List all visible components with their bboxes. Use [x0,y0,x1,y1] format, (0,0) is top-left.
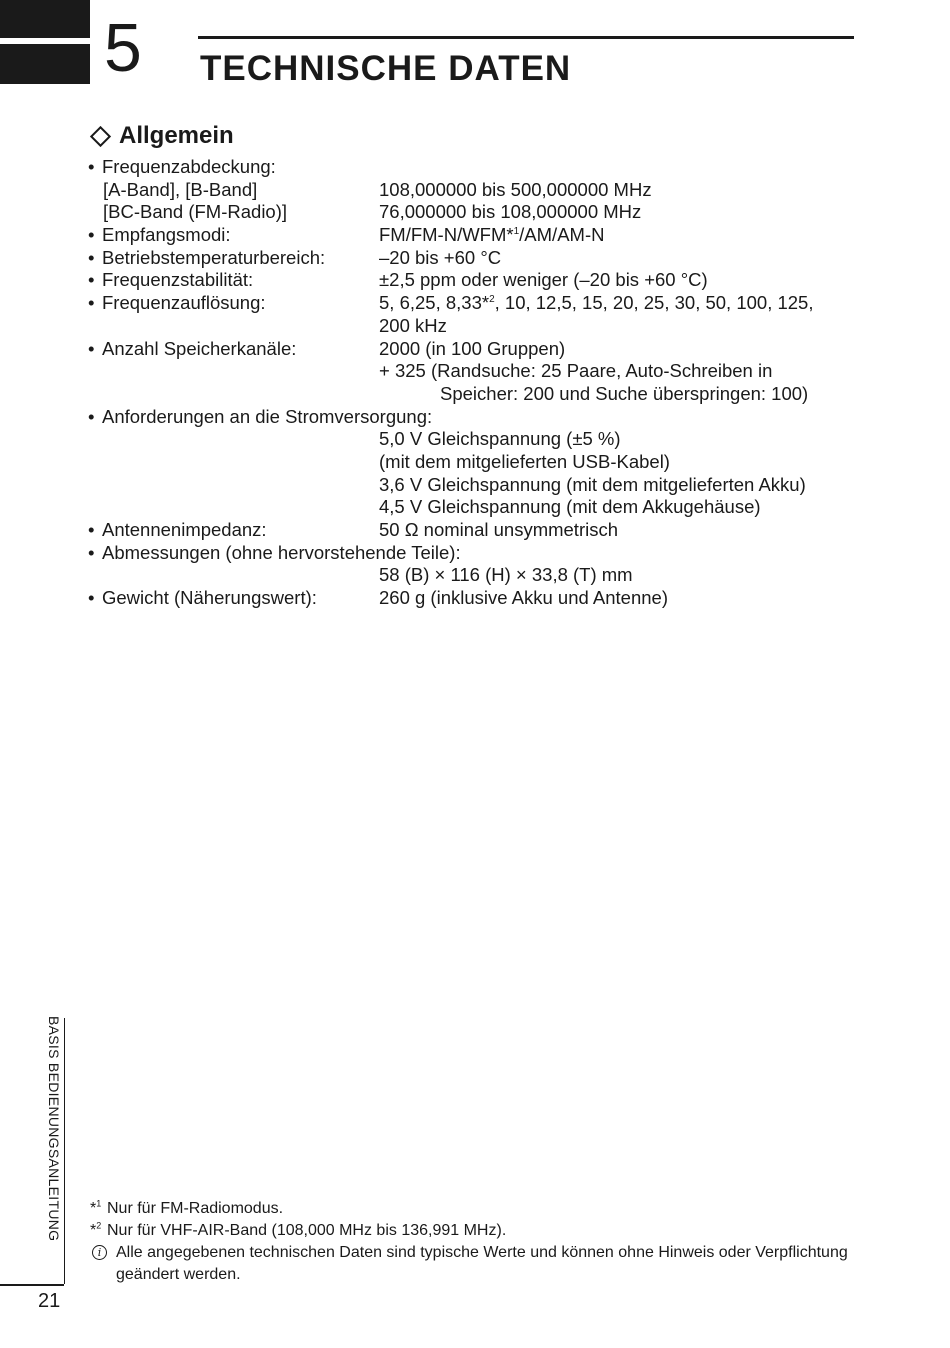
spec-row-dimensions-value [88,564,858,587]
footnote-text: Nur für VHF-AIR-Band (108,000 MHz bis 136,991 MHz). [107,1222,507,1239]
footnote-asterisk: * [90,1222,97,1239]
header-bar-top [0,0,90,38]
spec-row-power-value [88,428,858,451]
page-number: 21 [38,1290,61,1312]
spec-value-part: /AM/AM-N [519,224,605,246]
spec-row-resolution [88,292,858,315]
bullet: • [88,156,95,177]
header-rule [198,36,854,39]
footnote-asterisk: * [90,1200,97,1217]
page-number-rule [0,1284,64,1286]
spec-list [88,156,858,610]
spec-row-modes [88,224,858,247]
footnote-text: Nur für FM-Radiomodus. [107,1200,284,1217]
spec-value: + 325 (Randsuche: 25 Paare, Auto-Schreiben in [379,360,773,382]
spec-value [379,292,814,315]
bullet: • [88,541,95,563]
side-rule [64,1018,65,1284]
section-heading [90,122,234,150]
spec-label: Anforderungen an die Stromversorgung: [102,405,433,427]
header-bar-bottom [0,44,90,84]
spec-value: 58 (B) × 116 (H) × 33,8 (T) mm [379,564,633,586]
spec-value: 4,5 V Gleichspannung (mit dem Akkugehäuse) [379,496,761,518]
spec-value: (mit dem mitgelieferten USB-Kabel) [379,450,670,472]
spec-value [379,224,604,247]
disclaimer-text: Alle angegebenen technischen Daten sind typische Werte und können ohne Hinweis oder Verpflichtung geändert werden. [116,1244,848,1283]
spec-value-part: FM/FM-N/WFM* [379,224,514,246]
spec-row-weight [88,587,858,610]
section-heading-text: Allgemein [119,122,234,149]
spec-label: Gewicht (Näherungswert): [102,587,317,609]
spec-row-power-value [88,474,858,497]
spec-value: 200 kHz [379,314,447,336]
spec-row-power-value [88,496,858,519]
spec-value: 260 g (inklusive Akku und Antenne) [379,587,668,609]
spec-value: Speicher: 200 und Suche überspringen: 100) [440,382,809,404]
spec-label: Frequenzstabilität: [102,269,254,291]
footnote-ref: 1 [513,225,520,237]
spec-row-bc-band [88,201,858,224]
spec-value: 5,0 V Gleichspannung (±5 %) [379,428,621,450]
spec-value: ±2,5 ppm oder weniger (–20 bis +60 °C) [379,269,708,291]
spec-value: –20 bis +60 °C [379,246,502,268]
bullet: • [88,587,95,609]
spec-row-stability [88,269,858,292]
spec-label: Empfangsmodi: [102,224,231,246]
spec-row-frequency [88,156,858,179]
footnote-mark [90,1220,101,1242]
spec-label: Frequenzauflösung: [102,292,266,314]
spec-row-dimensions [88,542,858,565]
chapter-number: 5 [104,10,142,86]
spec-row-temperature [88,247,858,270]
bullet: • [88,246,95,268]
spec-label: Betriebstemperaturbereich: [102,246,326,268]
bullet: • [88,224,95,246]
footnote-mark [90,1198,101,1220]
spec-row-power-value [88,451,858,474]
spec-value: 3,6 V Gleichspannung (mit dem mitgelieferten Akku) [379,473,806,495]
bullet: • [88,269,95,291]
spec-label: Frequenzabdeckung: [102,156,276,177]
side-label: BASIS BEDIENUNGSANLEITUNG [46,1016,62,1242]
spec-row-channels [88,338,858,361]
spec-row-channels-cont [88,360,858,383]
footnote-number: 2 [96,1220,102,1231]
spec-value: 2000 (in 100 Gruppen) [379,337,566,359]
spec-row-channels-cont [88,383,858,406]
bullet: • [88,405,95,427]
bullet: • [88,519,95,540]
spec-value: 76,000000 bis 108,000000 MHz [379,201,642,223]
spec-sublabel: [A-Band], [B-Band] [103,178,258,200]
footnote-ref: 2 [489,293,495,305]
spec-value: 50 Ω nominal unsymmetrisch [379,519,619,540]
spec-value-part: , 10, 12,5, 15, 20, 25, 30, 50, 100, 125, [494,292,814,314]
footnote-number: 1 [96,1198,102,1209]
spec-sublabel: [BC-Band (FM-Radio)] [103,201,288,223]
bullet: • [88,337,95,359]
spec-value: 108,000000 bis 500,000000 MHz [379,178,652,200]
spec-row-ab-band [88,179,858,202]
diamond-icon [90,125,111,146]
spec-label: Abmessungen (ohne hervorstehende Teile): [102,541,461,563]
spec-value-part: 5, 6,25, 8,33* [379,292,490,314]
bullet: • [88,292,95,314]
spec-row-impedance [88,519,858,542]
spec-row-resolution-cont [88,315,858,338]
info-icon: i [92,1245,107,1260]
spec-label: Antennenimpedanz: [102,519,267,540]
spec-label: Anzahl Speicherkanäle: [102,337,297,359]
chapter-title: TECHNISCHE DATEN [200,49,572,88]
spec-row-power [88,406,858,429]
